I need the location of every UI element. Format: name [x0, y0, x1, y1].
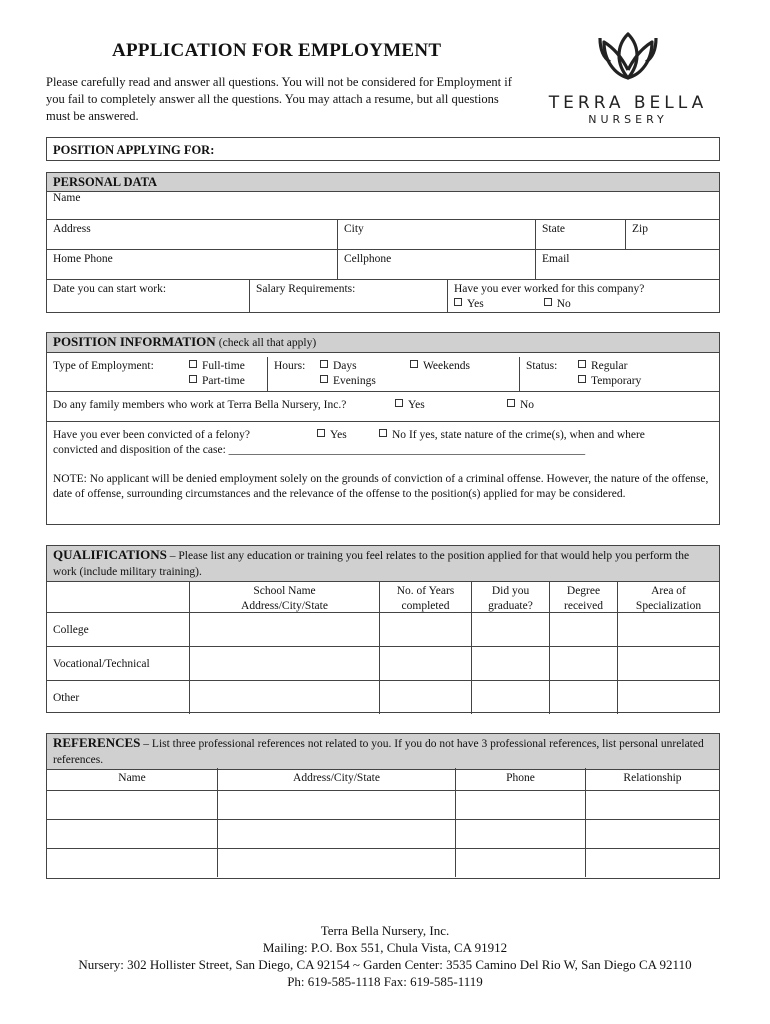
reference-input-cell[interactable] — [455, 848, 585, 877]
felony-no-label: No — [392, 429, 407, 441]
hours-field — [267, 357, 519, 391]
felony-follow-text: If yes, state nature of the crime(s), when and where — [408, 429, 645, 441]
worked-before-question: Have you ever worked for this company? — [454, 283, 645, 295]
qualifications-section — [46, 545, 720, 713]
qual-input-cell[interactable] — [549, 612, 617, 646]
checkbox-icon — [395, 399, 403, 407]
checkbox-icon — [320, 375, 328, 383]
conviction-note: NOTE: No applicant will be denied employment solely on the grounds of conviction of a criminal offense. However, the nature of the offense, date of offense, surrounding circumstances and the relevance of the offense to the position(s) applied for may be considered. — [53, 473, 709, 500]
salary-field[interactable] — [249, 279, 447, 312]
reference-input-cell[interactable] — [47, 790, 217, 819]
col-area-sub: Specialization — [635, 600, 702, 612]
qualifications-desc: – Please list any education or training you feel relates to the position applied for that would help you perform the work (include military training). — [53, 550, 690, 578]
qual-input-cell[interactable] — [617, 612, 719, 646]
qual-input-cell[interactable] — [379, 612, 471, 646]
days-option[interactable] — [320, 359, 376, 374]
hours-label: Hours: — [274, 360, 306, 372]
state-label: State — [542, 223, 565, 235]
reference-input-cell[interactable] — [47, 848, 217, 877]
employment-type-label: Type of Employment: — [53, 360, 154, 372]
temporary-label: Temporary — [591, 375, 642, 387]
full-time-option[interactable] — [189, 359, 245, 374]
qual-input-cell[interactable] — [379, 680, 471, 714]
qual-input-cell[interactable] — [189, 680, 379, 714]
col-school-header — [189, 582, 379, 612]
col-degree-header — [549, 582, 617, 612]
home-phone-field[interactable] — [47, 249, 337, 279]
qual-input-cell[interactable] — [549, 680, 617, 714]
checkbox-icon — [410, 360, 418, 368]
part-time-label: Part-time — [202, 375, 245, 387]
status-label: Status: — [526, 360, 558, 372]
qual-input-cell[interactable] — [549, 646, 617, 680]
lotus-icon — [596, 28, 660, 86]
col-school-label: School Name — [253, 585, 316, 597]
checkbox-icon — [578, 360, 586, 368]
regular-option[interactable] — [578, 359, 641, 374]
col-years-header — [379, 582, 471, 612]
salary-label: Salary Requirements: — [256, 283, 356, 295]
position-info-heading — [47, 333, 719, 353]
state-field[interactable] — [535, 219, 625, 249]
reference-input-cell[interactable] — [585, 819, 719, 848]
felony-no-option[interactable] — [379, 428, 645, 443]
position-applying-label: POSITION APPLYING FOR: — [53, 143, 215, 157]
city-field[interactable] — [337, 219, 535, 249]
footer-company: Terra Bella Nursery, Inc. — [320, 923, 450, 938]
checkbox-icon — [379, 429, 387, 437]
city-label: City — [344, 223, 364, 235]
col-graduate-header — [471, 582, 549, 612]
full-time-label: Full-time — [202, 360, 245, 372]
qual-input-cell[interactable] — [189, 646, 379, 680]
col-area-header — [617, 582, 719, 612]
status-field — [519, 357, 719, 391]
family-members-question: Do any family members who work at Terra Bella Nursery, Inc.? — [53, 399, 347, 411]
evenings-option[interactable] — [320, 374, 376, 389]
qualifications-heading — [47, 546, 719, 582]
zip-field[interactable] — [625, 219, 719, 249]
temporary-option[interactable] — [578, 374, 641, 389]
family-yes-option[interactable] — [395, 398, 425, 413]
ref-col-name: Name — [118, 772, 146, 784]
checkbox-icon — [320, 360, 328, 368]
checkbox-icon — [189, 360, 197, 368]
felony-yes-option[interactable] — [317, 428, 347, 443]
position-info-section — [46, 332, 720, 525]
references-title: REFERENCES — [53, 735, 141, 750]
reference-input-cell[interactable] — [217, 790, 455, 819]
address-label: Address — [53, 223, 91, 235]
name-field[interactable] — [47, 189, 719, 219]
reference-input-cell[interactable] — [585, 790, 719, 819]
family-yes-label: Yes — [408, 399, 425, 411]
qual-input-cell[interactable] — [617, 646, 719, 680]
position-info-title: POSITION INFORMATION — [53, 334, 216, 349]
felony-field — [47, 421, 719, 524]
checkbox-icon — [507, 399, 515, 407]
felony-disposition-line[interactable]: convicted and disposition of the case: ______________________________________________________________ — [53, 444, 586, 456]
col-years-label: No. of Years — [396, 585, 455, 597]
checkbox-icon — [544, 298, 552, 306]
family-members-field — [47, 391, 719, 421]
home-phone-label: Home Phone — [53, 253, 113, 265]
reference-input-cell[interactable] — [217, 819, 455, 848]
page-title: APPLICATION FOR EMPLOYMENT — [112, 40, 442, 61]
footer-addresses: Nursery: 302 Hollister Street, San Diego, CA 92154 ~ Garden Center: 3535 Camino Del Rio W, San Diego CA 92110 — [78, 957, 692, 972]
qual-row-label: Vocational/Technical — [47, 646, 189, 680]
references-section — [46, 733, 720, 879]
logo-sub: NURSERY — [588, 113, 668, 126]
intro-text: Please carefully read and answer all questions. You will not be considered for Employment if you fail to completely answer all the questions. You may attach a resume, but all questions must be answered. — [46, 75, 512, 123]
footer — [0, 922, 770, 990]
reference-input-cell[interactable] — [455, 819, 585, 848]
qual-header-blank — [47, 582, 189, 612]
zip-label: Zip — [632, 223, 648, 235]
qual-row-label: Other — [47, 680, 189, 714]
qual-input-cell[interactable] — [471, 680, 549, 714]
footer-mailing: Mailing: P.O. Box 551, Chula Vista, CA 91912 — [262, 940, 508, 955]
position-applying-field[interactable] — [46, 137, 720, 161]
personal-data-heading: PERSONAL DATA — [47, 173, 719, 192]
personal-data-section — [46, 172, 720, 313]
footer-phone: Ph: 619-585-1118 Fax: 619-585-1119 — [287, 974, 483, 989]
qual-input-cell[interactable] — [471, 612, 549, 646]
worked-yes-label: Yes — [467, 298, 484, 310]
col-years-sub: completed — [401, 600, 450, 612]
worked-no-option[interactable] — [544, 298, 571, 310]
address-field[interactable] — [47, 219, 337, 249]
weekends-label: Weekends — [423, 360, 470, 372]
company-logo — [538, 28, 718, 126]
qual-input-cell[interactable] — [471, 646, 549, 680]
qual-row-label: College — [47, 612, 189, 646]
checkbox-icon — [189, 375, 197, 383]
ref-col-relationship: Relationship — [585, 768, 719, 790]
qual-input-cell[interactable] — [617, 680, 719, 714]
logo-name: TERRA BELLA — [548, 93, 708, 113]
col-area-label: Area of — [651, 585, 686, 597]
reference-input-cell[interactable] — [585, 848, 719, 877]
worked-yes-option[interactable] — [454, 298, 484, 310]
family-no-label: No — [520, 399, 535, 411]
employment-type-field — [47, 357, 257, 391]
checkbox-icon — [454, 298, 462, 306]
days-label: Days — [333, 360, 357, 372]
weekends-option[interactable] — [410, 359, 470, 374]
reference-input-cell[interactable] — [455, 790, 585, 819]
evenings-label: Evenings — [333, 375, 376, 387]
col-graduate-label: Did you — [491, 585, 530, 597]
email-field[interactable] — [535, 249, 719, 279]
cellphone-field[interactable] — [337, 249, 535, 279]
worked-no-label: No — [556, 298, 571, 310]
col-graduate-sub: graduate? — [488, 600, 533, 612]
references-heading — [47, 734, 719, 770]
position-info-note: (check all that apply) — [218, 337, 317, 349]
cellphone-label: Cellphone — [344, 253, 392, 265]
references-desc: – List three professional references not related to you. If you do not have 3 professional references, list personal unrelated references. — [53, 738, 704, 766]
regular-label: Regular — [591, 360, 628, 372]
qual-input-cell[interactable] — [189, 612, 379, 646]
col-degree-label: Degree — [566, 585, 601, 597]
felony-question: Have you ever been convicted of a felony? — [53, 429, 251, 441]
email-label: Email — [542, 253, 570, 265]
felony-yes-label: Yes — [330, 429, 347, 441]
ref-col-address: Address/City/State — [217, 768, 455, 790]
start-date-field[interactable] — [47, 279, 249, 312]
name-label: Name — [53, 192, 81, 204]
worked-before-field — [447, 279, 719, 312]
start-date-label: Date you can start work: — [53, 283, 167, 295]
col-school-sub: Address/City/State — [241, 600, 328, 612]
ref-col-phone: Phone — [455, 768, 585, 790]
checkbox-icon — [578, 375, 586, 383]
col-degree-sub: received — [564, 600, 603, 612]
reference-input-cell[interactable] — [217, 848, 455, 877]
family-no-option[interactable] — [507, 398, 534, 413]
reference-input-cell[interactable] — [47, 819, 217, 848]
checkbox-icon — [317, 429, 325, 437]
qual-input-cell[interactable] — [379, 646, 471, 680]
part-time-option[interactable] — [189, 374, 245, 389]
qualifications-title: QUALIFICATIONS — [53, 547, 167, 562]
